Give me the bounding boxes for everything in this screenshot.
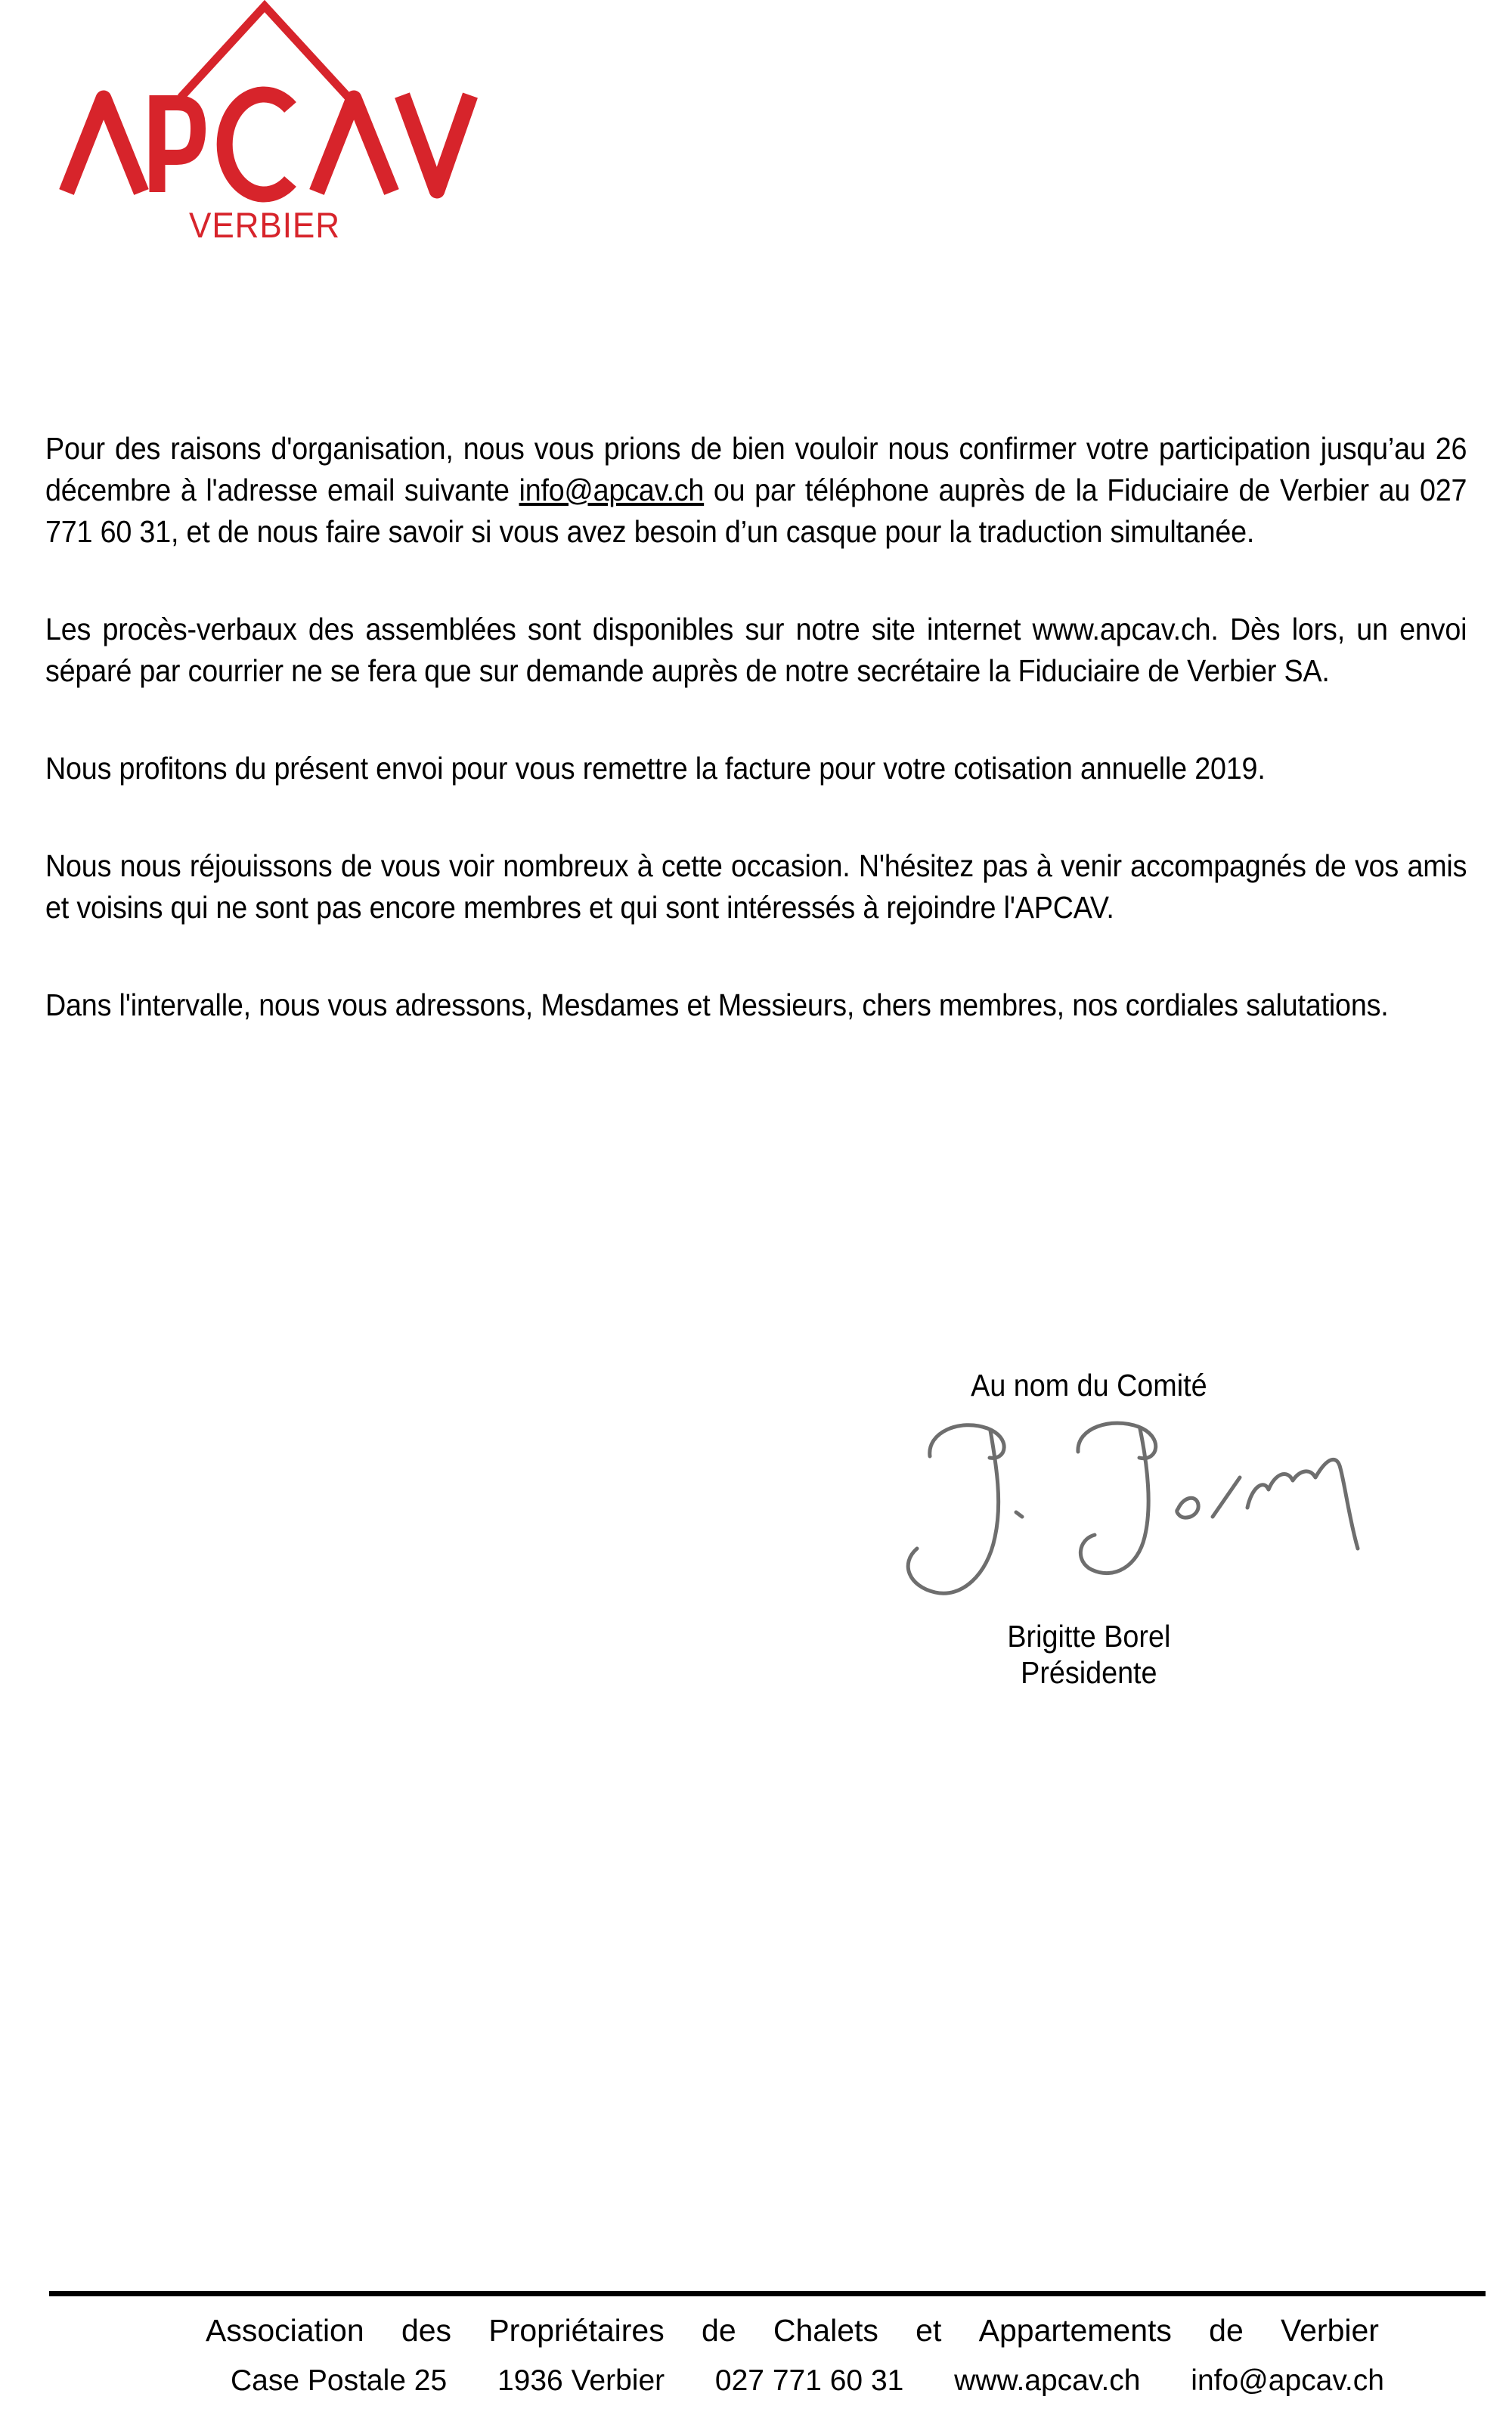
footer-word: de (702, 2313, 736, 2348)
logo-letter-v (402, 95, 470, 191)
signature-handwriting-icon (883, 1412, 1382, 1609)
signatory-name: Brigitte Borel (1007, 1619, 1171, 1654)
email-link[interactable]: info@apcav.ch (519, 473, 705, 507)
footer-divider (49, 2291, 1486, 2296)
p1-text-after: ou par téléphone auprès de la Fiduciaire de Verbier au 027 771 60 31, et de nous faire savoir si vous avez besoin d’un casque pour la traduction simultanée. (45, 473, 1467, 549)
apcav-logo (0, 0, 529, 250)
signature-stroke-dot (1016, 1512, 1022, 1517)
signature-stroke-o (1177, 1498, 1198, 1518)
footer-email: info@apcav.ch (1191, 2364, 1384, 2397)
footer-postal-box: Case Postale 25 (231, 2364, 448, 2397)
paragraph-proces-verbaux: Les procès-verbaux des assemblées sont disponibles sur notre site internet www.apcav.ch. Dès lors, un envoi séparé par courrier ne se fera que sur demande auprès de notre secrétaire la Fiduciaire de Verbier SA. (45, 612, 1467, 688)
paragraph-invitation: Nous nous réjouissons de vous voir nombreux à cette occasion. N'hésitez pas à venir accompagnés de vos amis et voisins qui ne sont pas encore membres et qui sont intéressés à rejoindre l'APCAV. (45, 848, 1467, 925)
signature-stroke-m-tail (1247, 1459, 1358, 1549)
signatory-title: Présidente (1021, 1655, 1157, 1690)
paragraph-salutations: Dans l'intervalle, nous vous adressons, Mesdames et Messieurs, chers membres, nos cordiales salutations. (45, 987, 1389, 1022)
footer-word: Chalets (773, 2313, 878, 2348)
footer-word: de (1209, 2313, 1244, 2348)
signature-stroke-b1-loop (908, 1431, 998, 1593)
roof-chevron-icon (181, 6, 349, 98)
paragraph-cotisation: Nous profitons du présent envoi pour vous remettre la facture pour votre cotisation annuelle 2019. (45, 751, 1266, 786)
signature-on-behalf: Au nom du Comité (971, 1368, 1207, 1403)
logo-letter-a2 (317, 98, 392, 192)
paragraph-participation (45, 428, 1467, 553)
logo-subtitle: VERBIER (189, 205, 340, 245)
footer-city: 1936 Verbier (497, 2364, 665, 2397)
logo-letter-a1 (67, 98, 141, 192)
signature-stroke-b2-loop (1080, 1429, 1148, 1573)
footer-word: et (916, 2313, 942, 2348)
letter-body (45, 428, 1467, 1082)
footer-phone: 027 771 60 31 (714, 2364, 904, 2397)
footer-word: Propriétaires (488, 2313, 665, 2348)
footer-website: www.apcav.ch (954, 2364, 1141, 2397)
footer-contact-line (231, 2364, 1384, 2398)
logo-letter-c (225, 95, 290, 194)
footer-word: Association (206, 2313, 364, 2348)
footer-association-line (206, 2312, 1379, 2348)
footer-word: des (401, 2313, 452, 2348)
logo-wordmark (67, 95, 470, 194)
footer-word: Appartements (978, 2313, 1172, 2348)
signature-stroke-slash (1213, 1477, 1240, 1517)
p1-text-before: Pour des raisons d'organisation, nous vous prions de bien vouloir nous confirmer votre participation jusqu’au 26 décembre à l'adresse email suivante (45, 431, 1467, 507)
footer-word: Verbier (1281, 2313, 1379, 2348)
